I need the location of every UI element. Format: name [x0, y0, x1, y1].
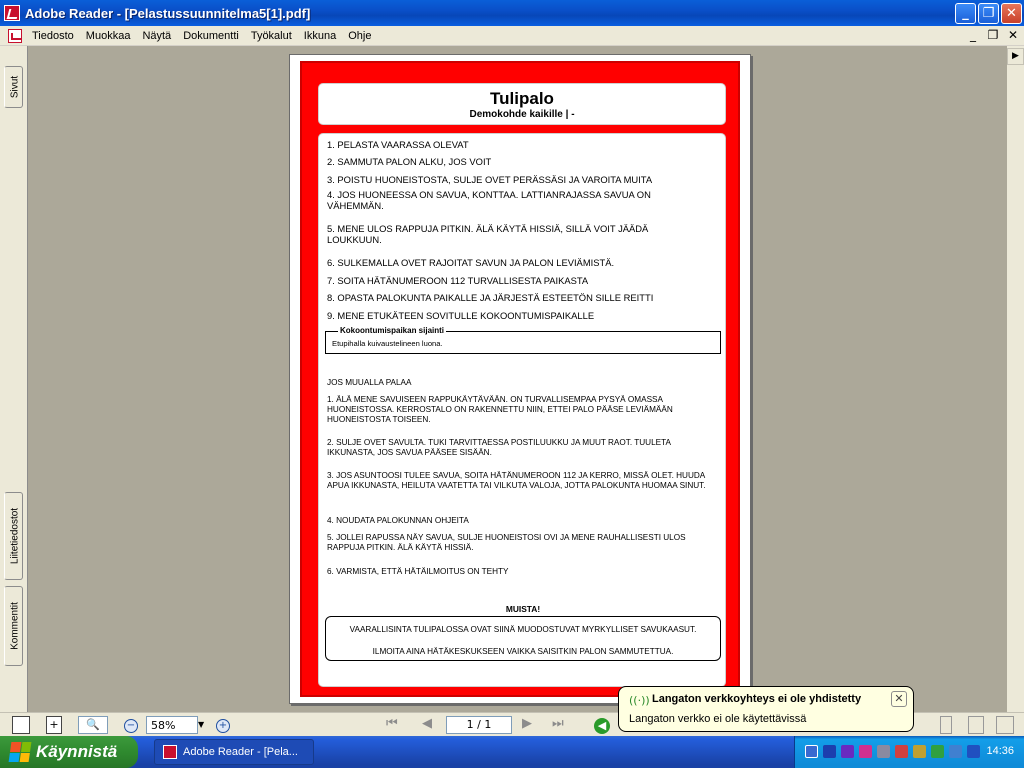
content-box	[318, 133, 726, 687]
start-label: Käynnistä	[36, 742, 118, 761]
document-title: Tulipalo	[490, 89, 554, 108]
menu-file[interactable]: Tiedosto	[32, 29, 74, 42]
tray-network-icon[interactable]	[805, 745, 818, 758]
tab-pages[interactable]	[4, 66, 23, 108]
document-area	[0, 46, 1024, 712]
tab-comments[interactable]	[4, 586, 23, 666]
continuous-view-icon[interactable]	[940, 716, 952, 734]
menu-bar	[0, 26, 1024, 46]
menu-window[interactable]: Ikkuna	[303, 29, 337, 42]
step-5: 5. MENE ULOS RAPPUJA PITKIN. ÄLÄ KÄYTÄ HISSIÄ, SILLÄ VOIT JÄÄDÄ LOUKKUUN.	[327, 223, 649, 245]
zoom-out-icon[interactable]: −	[124, 719, 138, 733]
document-subtitle: Demokohde kaikille | -	[469, 109, 575, 120]
remember-box	[325, 616, 721, 661]
go-back-icon[interactable]: ◀	[594, 718, 610, 734]
windows-logo-icon	[9, 742, 32, 762]
elsewhere-heading: JOS MUUALLA PALAA	[327, 378, 412, 387]
menu-edit[interactable]: Muokkaa	[85, 29, 131, 42]
menu-document[interactable]: Dokumentti	[183, 29, 239, 42]
scroll-arrow-icon[interactable]: ▶	[1007, 48, 1024, 65]
notification-close-button[interactable]: ✕	[891, 691, 907, 707]
next-page-icon[interactable]: ▶	[522, 716, 532, 731]
restore-icon: ❐	[982, 6, 995, 21]
tray-bluetooth-icon[interactable]	[823, 745, 836, 758]
zoom-level-field[interactable]: 58%	[146, 716, 198, 734]
taskbar-adobe-reader-button[interactable]	[154, 739, 314, 765]
pdf-page	[289, 54, 751, 704]
tab-comments-label: Kommentit	[9, 602, 21, 650]
single-page-view-icon[interactable]	[12, 716, 30, 734]
elsewhere-item-2: 2. SULJE OVET SAVULTA. TUKI TARVITTAESSA POSTILUUKKU JA MUUT RAOT. TUULETA IKKUNASTA, JOS SAVUA PÄÄSEE SISÄÄN.	[327, 438, 671, 457]
step-8: 8. OPASTA PALOKUNTA PAIKALLE JA JÄRJESTÄ ESTEETÖN SILLE REITTI	[327, 292, 654, 303]
doc-minimize-button[interactable]: _	[970, 28, 976, 42]
red-frame	[300, 61, 740, 697]
tab-pages-label: Sivut	[9, 75, 21, 99]
step-3: 3. POISTU HUONEISTOSTA, SULJE OVET PERÄSSÄSI JA VAROITA MUITA	[327, 174, 653, 185]
window-title: Adobe Reader - [Pelastussuunnitelma5[1].pdf]	[25, 5, 311, 21]
assembly-point-label: Kokoontumispaikan sijainti	[340, 326, 445, 335]
elsewhere-item-3: 3. JOS ASUNTOOSI TULEE SAVUA, SOITA HÄTÄNUMEROON 112 JA KERRO, MISSÄ OLET. HUUDA APUA IKKUNASTA, HEILUTA VAATETTA TAI VILKUTA VALOJA, JOTTA PALOKUNTA HUOMAA SINUT.	[327, 471, 706, 490]
tray-update-icon[interactable]	[931, 745, 944, 758]
elsewhere-item-5: 5. JOLLEI RAPUSSA NÄY SAVUA, SULJE HUONEISTOSI OVI JA MENE RAUHALLISESTI ULOS RAPPUJA PITKIN. ÄLÄ KÄYTÄ HISSIÄ.	[327, 533, 686, 552]
menu-help[interactable]: Ohje	[348, 29, 372, 42]
taskbar-button-label: Adobe Reader - [Pela...	[183, 746, 298, 758]
doc-restore-button[interactable]: ❐	[987, 28, 999, 42]
adobe-reader-icon	[4, 5, 20, 21]
minimize-button[interactable]	[955, 3, 976, 24]
previous-page-icon[interactable]: ◀	[422, 716, 432, 731]
facing-view-icon[interactable]	[968, 716, 984, 734]
tray-app-icon[interactable]	[841, 745, 854, 758]
tab-attachments[interactable]	[4, 492, 23, 580]
tray-antivirus-icon[interactable]	[859, 745, 872, 758]
notification-text: Langaton verkko ei ole käytettävissä	[629, 713, 807, 725]
clock[interactable]: 14:36	[986, 745, 1014, 757]
zoom-tool-icon[interactable]: 🔍	[78, 716, 108, 734]
tab-attachments-label: Liitetiedostot	[9, 507, 21, 565]
remember-line-2: ILMOITA AINA HÄTÄKESKUKSEEN VAIKKA SAISITKIN PALON SAMMUTETTUA.	[372, 647, 674, 656]
menu-view[interactable]: Näytä	[142, 29, 172, 42]
elsewhere-item-6: 6. VARMISTA, ETTÄ HÄTÄILMOITUS ON TEHTY	[327, 567, 509, 576]
tray-wireless-disconnected-icon[interactable]	[895, 745, 908, 758]
first-page-icon[interactable]: ⏮	[386, 716, 398, 731]
step-6: 6. SULKEMALLA OVET RAJOITAT SAVUN JA PALON LEVIÄMISTÄ.	[327, 257, 615, 268]
window-title-bar[interactable]	[0, 0, 1024, 26]
menu-tools[interactable]: Työkalut	[250, 29, 292, 42]
doc-close-button[interactable]: ✕	[1007, 28, 1019, 42]
elsewhere-item-4: 4. NOUDATA PALOKUNNAN OHJEITA	[327, 516, 469, 525]
step-7: 7. SOITA HÄTÄNUMEROON 112 TURVALLISESTA PAIKASTA	[327, 275, 589, 286]
tray-security-icon[interactable]	[967, 745, 980, 758]
title-box	[318, 83, 726, 125]
maximize-button[interactable]	[978, 3, 999, 24]
step-1: 1. PELASTA VAARASSA OLEVAT	[327, 139, 469, 150]
step-4: 4. JOS HUONEESSA ON SAVUA, KONTTAA. LATTIANRAJASSA SAVUA ON VÄHEMMÄN.	[327, 189, 651, 211]
zoom-dropdown-icon[interactable]: ▼	[198, 720, 205, 729]
document-window-controls	[966, 28, 1020, 42]
assembly-point-value: Etupihalla kuivaustelineen luona.	[332, 339, 443, 348]
window-controls	[955, 3, 1022, 24]
last-page-icon[interactable]: ⏭	[552, 716, 564, 731]
elsewhere-item-1: 1. ÄLÄ MENE SAVUISEEN RAPPUKÄYTÄVÄÄN. ON TURVALLISEMPAA PYSYÄ OMASSA HUONEISTOSSA. KERROSTALO ON RAKENNETTU NIIN, ETTEI PALO PÄÄSE LEVIÄMÄÄN HUONEISTOSTA TOISEEN.	[327, 395, 673, 424]
minimize-icon: _	[962, 6, 969, 21]
remember-line-1: VAARALLISINTA TULIPALOSSA OVAT SIINÄ MUODOSTUVAT MYRKYLLISET SAVUKAASUT.	[349, 625, 697, 634]
start-button[interactable]	[0, 736, 138, 768]
assembly-point-box	[325, 326, 721, 354]
remember-heading: MUISTA!	[505, 604, 541, 614]
close-icon: ✕	[1006, 6, 1017, 21]
step-2: 2. SAMMUTA PALON ALKU, JOS VOIT	[327, 156, 492, 167]
wireless-icon: ((·))	[629, 694, 650, 707]
vertical-scrollbar[interactable]	[1007, 46, 1024, 712]
system-tray	[794, 736, 1024, 768]
adobe-reader-icon	[163, 745, 177, 759]
close-button[interactable]	[1001, 3, 1022, 24]
notification-title: Langaton verkkoyhteys ei ole yhdistetty	[652, 693, 862, 705]
notification-balloon[interactable]	[618, 686, 914, 732]
zoom-in-icon[interactable]: +	[216, 719, 230, 733]
page-number-field[interactable]: 1 / 1	[446, 716, 512, 734]
step-9: 9. MENE ETUKÄTEEN SOVITULLE KOKOONTUMISPAIKALLE	[327, 310, 595, 321]
tray-connection-icon[interactable]	[877, 745, 890, 758]
taskbar	[0, 736, 1024, 768]
navigation-panel	[0, 46, 28, 712]
tray-volume-icon[interactable]	[913, 745, 926, 758]
tray-display-icon[interactable]	[949, 745, 962, 758]
continuous-facing-view-icon[interactable]	[996, 716, 1014, 734]
fit-page-icon[interactable]: +	[46, 716, 62, 734]
